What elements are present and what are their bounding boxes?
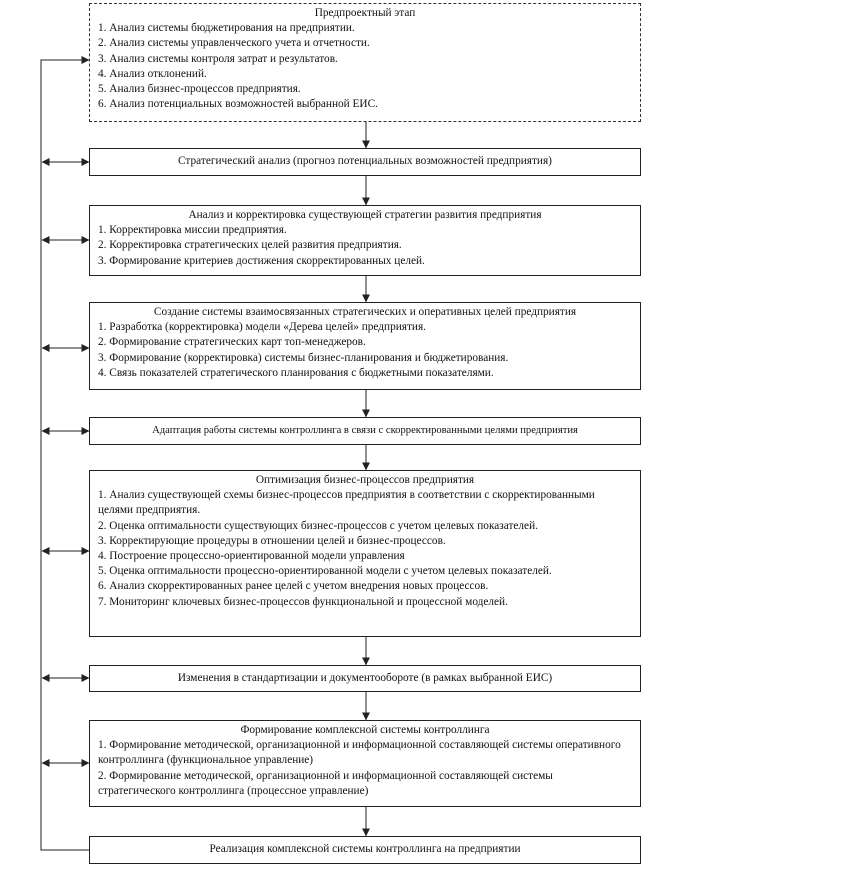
stage-item: 1. Анализ системы бюджетирования на предприятии. [98,22,355,35]
stage-title: Стратегический анализ (прогноз потенциальных возможностей предприятия) [178,155,552,168]
stage-item: 7. Мониторинг ключевых бизнес-процессов функциональной и процессной моделей. [98,595,508,608]
stage-box-strategy-correction [89,205,641,276]
stage-item: 3. Формирование критериев достижения скорректированных целей. [98,254,425,267]
stage-box-implementation [89,836,641,864]
stage-box-goals-system [89,302,641,390]
stage-item: 2. Оценка оптимальности существующих бизнес-процессов с учетом целевых показателей. [98,519,538,532]
stage-box-controlling-adaptation [89,417,641,445]
stage-title: Оптимизация бизнес-процессов предприятия [255,474,475,486]
stage-box-complex-controlling [89,720,641,807]
stage-item: 3. Формирование (корректировка) системы бизнес-планирования и бюджетирования. [98,351,509,364]
stage-item: 6. Анализ потенциальных возможностей выбранной ЕИС. [98,98,378,111]
stage-item: 2. Формирование стратегических карт топ-менеджеров. [98,336,366,349]
stage-item: 6. Анализ скорректированных ранее целей с учетом внедрения новых процессов. [98,580,489,593]
stage-item-list [98,21,632,112]
stage-title: Адаптация работы системы контроллинга в связи с скорректированными целями предприятия [152,425,578,437]
stage-item: 4. Анализ отклонений. [98,67,207,80]
stage-box-pre-project [89,3,641,122]
stage-item-list [98,738,632,799]
stage-item-list [98,488,632,610]
stage-item: 2. Корректировка стратегических целей развития предприятия. [98,239,402,252]
stage-item: 3. Корректирующие процедуры в отношении целей и бизнес-процессов. [98,534,446,547]
stage-item: 5. Оценка оптимальности процессно-ориентированной модели с учетом целевых показателей. [98,565,552,578]
stage-item: 1. Корректировка миссии предприятия. [98,224,287,237]
stage-item: 5. Анализ бизнес-процессов предприятия. [98,83,301,96]
stage-title: Анализ и корректировка существующей стратегии развития предприятия [188,209,542,221]
stage-item: 3. Анализ системы контроля затрат и результатов. [98,52,338,65]
stage-item-list [98,320,632,381]
stage-item: 1. Анализ существующей схемы бизнес-процессов предприятия в соответствии с скорректированными целями предприятия. [98,489,595,517]
stage-item: 4. Связь показателей стратегического планирования с бюджетными показателями. [98,366,494,379]
stage-title: Создание системы взаимосвязанных стратегических и оперативных целей предприятия [153,306,577,318]
stage-item: 1. Разработка (корректировка) модели «Дерева целей» предприятия. [98,321,426,334]
feedback-loop-line [41,60,90,850]
stage-title: Формирование комплексной системы контроллинга [240,724,490,736]
stage-box-strategic-analysis [89,148,641,176]
stage-item: 4. Построение процессно-ориентированной модели управления [98,550,405,563]
stage-title: Изменения в стандартизации и документообороте (в рамках выбранной ЕИС) [177,671,553,684]
stage-title: Предпроектный этап [314,7,416,19]
stage-item: 2. Формирование методической, организационной и информационной составляющей системы стратегического контроллинга (процессное управление) [98,769,553,797]
stage-item: 1. Формирование методической, организационной и информационной составляющей системы оперативного контроллинга (функциональное управление) [98,739,621,767]
stage-box-standardization [89,665,641,692]
stage-box-process-optimization [89,470,641,637]
stage-item: 2. Анализ системы управленческого учета и отчетности. [98,37,370,50]
stage-title: Реализация комплексной системы контроллинга на предприятии [209,843,521,856]
stage-item-list [98,223,632,269]
